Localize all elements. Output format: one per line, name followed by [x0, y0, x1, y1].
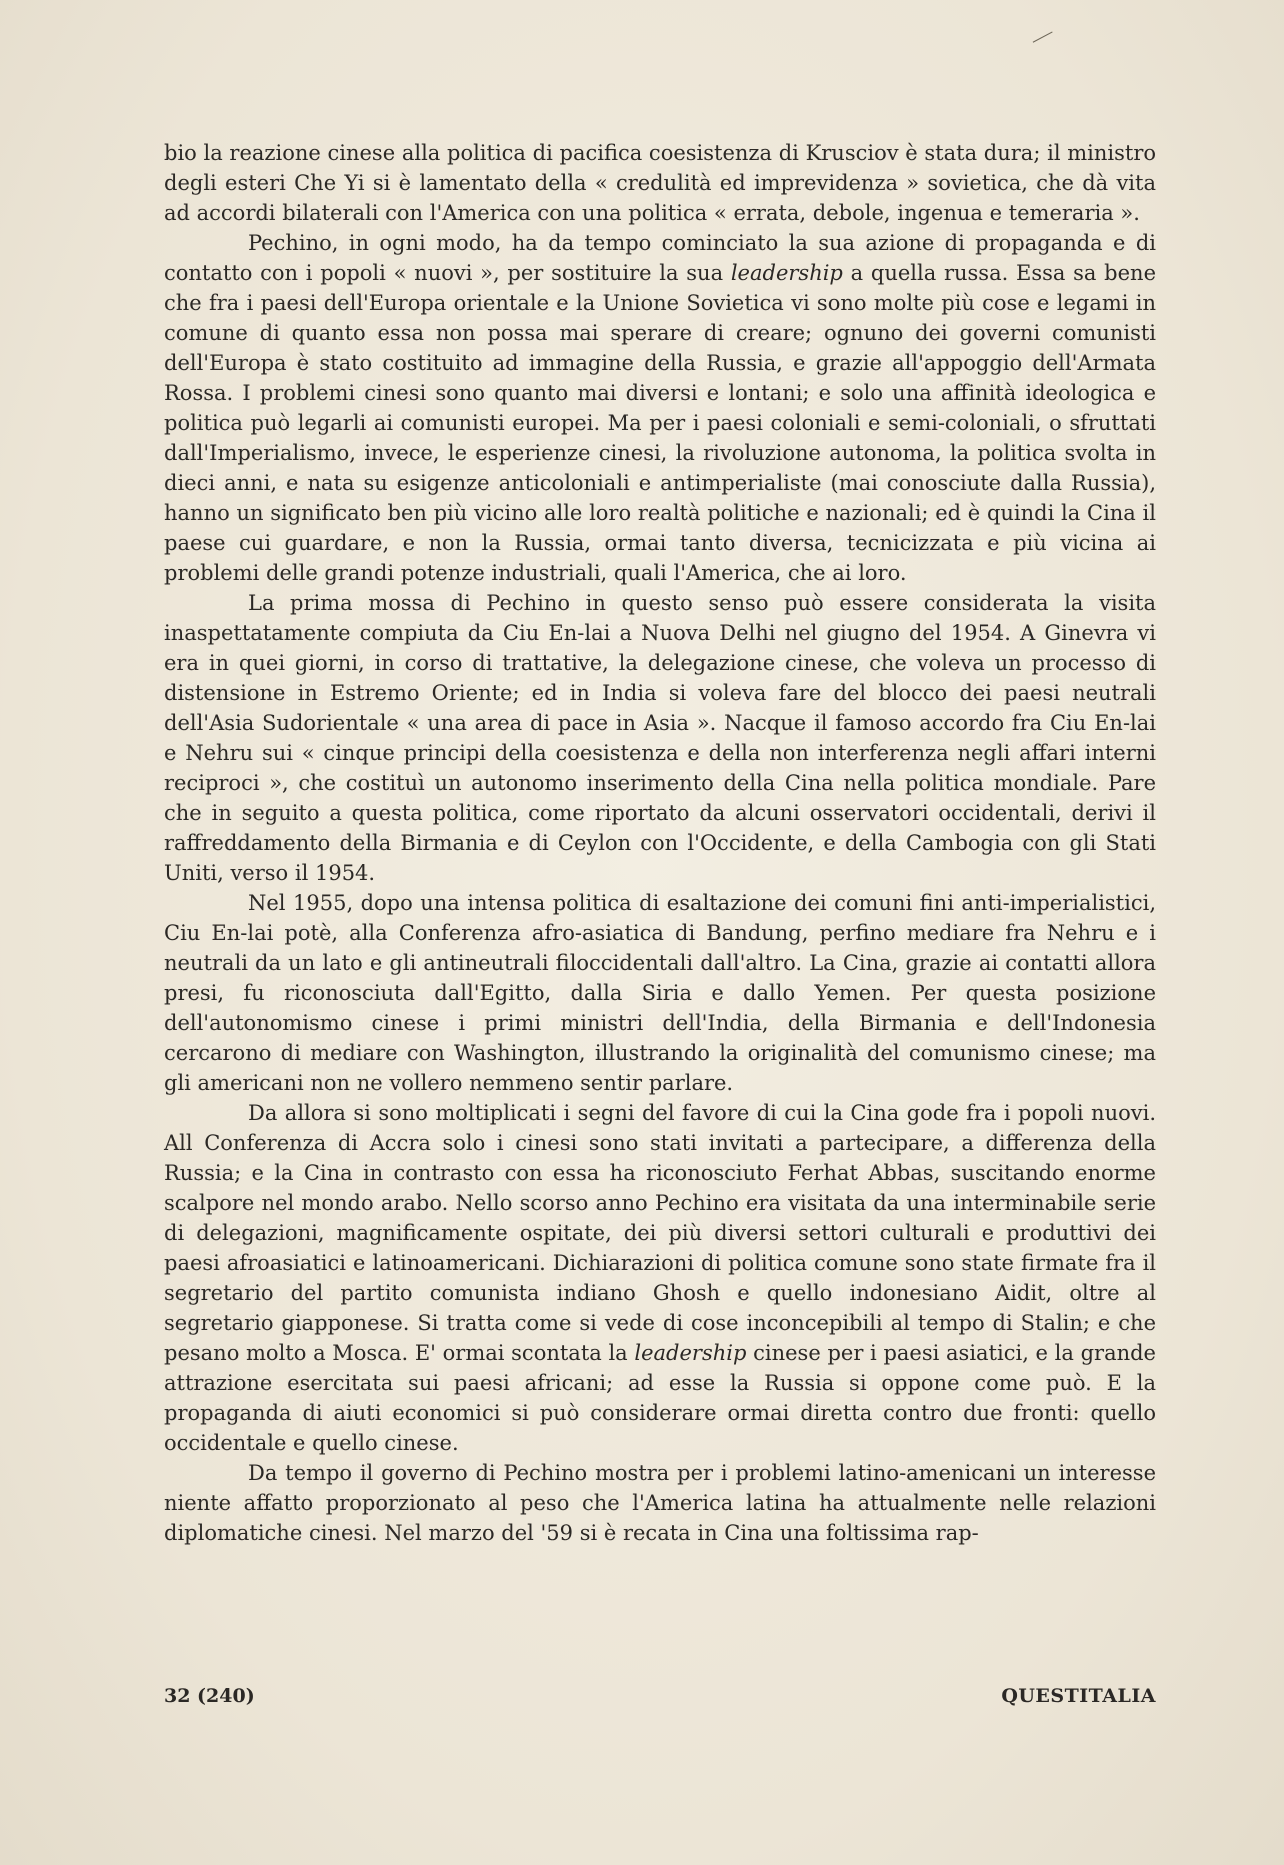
paragraph: [164, 888, 1156, 1098]
italic-term: leadership: [730, 261, 843, 285]
text-run: La prima mossa di Pechino in questo senso può essere considerata la visita inaspettatamente compiuta da Ciu En-lai a Nuova Delhi nel giugno del 1954. A Ginevra vi era in quei giorni, in corso di trattative, la delegazione cinese, che voleva un processo di distensione in Estremo Oriente; ed in India si voleva fare del blocco dei paesi neutrali dell'Asia Sudorientale « una area di pace in Asia ». Nacque il famoso accordo fra Ciu En-lai e Nehru sui « cinque principi della coesistenza e della non interferenza negli affari interni reciproci », che costituì un autonomo inserimento della Cina nella politica mondiale. Pare che in seguito a questa politica, come riportato da alcuni osservatori occidentali, derivi il raffreddamento della Birmania e di Ceylon con l'Occidente, e della Cambogia con gli Stati Uniti, verso il 1954.: [164, 591, 1156, 885]
text-run: Pechino, in ogni modo, ha da tempo cominciato la sua azione di propaganda e di contatto con i popoli « nuovi », per sostituire la sua: [164, 231, 1156, 285]
text-run: Da tempo il governo di Pechino mostra per i problemi latino-amenicani un interesse niente affatto proporzionato al peso che l'America latina ha attualmente nelle relazioni diplomatiche cinesi. Nel marzo del '59 si è recata in Cina una foltissima rap-: [164, 1461, 1156, 1545]
text-run: bio la reazione cinese alla politica di pacifica coesistenza di Krusciov è stata dura; il ministro degli esteri Che Yi si è lamentato della « credulità ed imprevidenza » sovietica, che dà vita ad accordi bilaterali con l'America con una politica « errata, debole, ingenua e temeraria ».: [164, 141, 1156, 225]
text-run: cinese per i paesi asiatici, e la grande attrazione esercitata sui paesi africani; ad esse la Russia si oppone come può. E la propaganda di aiuti economici si può considerare ormai diretta contro due fronti: quello occidentale e quello cinese.: [164, 1341, 1156, 1455]
text-run: Nel 1955, dopo una intensa politica di esaltazione dei comuni fini anti-imperialistici, Ciu En-lai potè, alla Conferenza afro-asiatica di Bandung, perfino mediare fra Nehru e i neutrali da un lato e gli antineutrali filoccidentali dall'altro. La Cina, grazie ai contatti allora presi, fu riconosciuta dall'Egitto, dalla Siria e dallo Yemen. Per questa posizione dell'autonomismo cinese i primi ministri dell'India, della Birmania e dell'Indonesia cercarono di mediare con Washington, illustrando la originalità del comunismo cinese; ma gli americani non ne vollero nemmeno sentir parlare.: [164, 891, 1156, 1095]
paragraph: [164, 228, 1156, 588]
paragraph: [164, 1098, 1156, 1458]
page-number: 32 (240): [164, 1685, 255, 1707]
pencil-mark: [1033, 31, 1058, 51]
paragraph: [164, 138, 1156, 228]
article-body: [164, 138, 1156, 1548]
publication-name: QUESTITALIA: [1001, 1685, 1156, 1707]
paragraph: [164, 1458, 1156, 1548]
paragraph: [164, 588, 1156, 888]
italic-term: leadership: [634, 1341, 747, 1365]
text-run: Da allora si sono moltiplicati i segni del favore di cui la Cina gode fra i popoli nuovi. All Conferenza di Accra solo i cinesi sono stati invitati a partecipare, a differenza della Russia; e la Cina in contrasto con essa ha riconosciuto Ferhat Abbas, suscitando enorme scalpore nel mondo arabo. Nello scorso anno Pechino era visitata da una interminabile serie di delegazioni, magnificamente ospitate, dei più diversi settori culturali e produttivi dei paesi afroasiatici e latinoamericani. Dichiarazioni di politica comune sono state firmate fra il segretario del partito comunista indiano Ghosh e quello indonesiano Aidit, oltre al segretario giapponese. Si tratta come si vede di cose inconcepibili al tempo di Stalin; e che pesano molto a Mosca. E' ormai scontata la: [164, 1101, 1156, 1365]
text-run: a quella russa. Essa sa bene che fra i paesi dell'Europa orientale e la Unione Sovietica vi sono molte più cose e legami in comune di quanto essa non possa mai sperare di creare; ognuno dei governi comunisti dell'Europa è stato costituito ad immagine della Russia, e grazie all'appoggio dell'Armata Rossa. I problemi cinesi sono quanto mai diversi e lontani; e solo una affinità ideologica e politica può legarli ai comunisti europei. Ma per i paesi coloniali e semi-coloniali, o sfruttati dall'Imperialismo, invece, le esperienze cinesi, la rivoluzione autonoma, la politica svolta in dieci anni, e nata su esigenze anticoloniali e antimperialiste (mai conosciute dalla Russia), hanno un significato ben più vicino alle loro realtà politiche e nazionali; ed è quindi la Cina il paese cui guardare, e non la Russia, ormai tanto diversa, tecnicizzata e più vicina ai problemi delle grandi potenze industriali, quali l'America, che ai loro.: [164, 261, 1156, 585]
